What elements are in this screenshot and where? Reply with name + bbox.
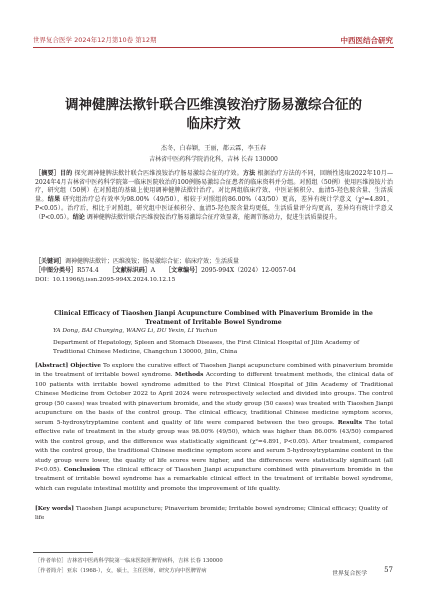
footnote-author-bio: ［作者简介］亚东（1968-），女，硕士，主任医师，研究方向中医脾胃病 [35,568,207,574]
doc-code-value: A [150,267,156,274]
title-en-line-1: Clinical Efficacy of Tiaoshen Jianpi Acupuncture Combined with Pinaverium Bromide in the [54,310,373,317]
footnote-divider [33,552,93,553]
abstract-en-methods: According to different treatment methods, the clinical data of 100 patients with irritable bowel syndrome admitted to the First Clinical Hospital of Jilin Academy of Traditional Chinese Medicine from October 2022 to April 2024 were retrospectively selected and divided into groups. The control group (50 cases) was treated with pinaverium bromide, and the study group (50 cases) was treated with Tiaoshen Jianpi acupuncture on the basis of the control group. The clinical efficacy, traditional Chinese medicine symptom scores, serum 5-hydroxytryptamine content and quality of life were compared between the two groups. [35,372,393,426]
clc-label: ［中图分类号］ [35,267,78,274]
abstract-en-label: [Abstract] Objective [35,363,101,369]
results-en-label: Results [337,419,363,426]
title-zh [20,96,407,133]
doi-label: DOI： [35,277,53,283]
header-journal-issue: 世界复合医学 2024年12月第10卷 第12期 [33,36,157,44]
title-zh-line-1: 调神健脾法揿针联合匹维溴铵治疗肠易激综合征的 [65,97,362,113]
abstract-en [35,362,393,494]
title-en-line-2: Treatment of Irritable Bowel Syndrome [145,319,282,326]
keywords-zh-label: ［关键词］ [35,258,66,265]
header-section: 中西医结合研究 [340,36,393,45]
conclusion-en-label: Conclusion [63,466,101,473]
classification-row [35,267,393,276]
affiliation-zh: 吉林省中医药科学院消化科，吉林 长春 130000 [149,156,278,163]
abstract-en-conclusion: The clinical efficacy of Tiaoshen Jianpi acupuncture combined with pinaverium bromide in the treatment of irritable bowel syndrome has a remarkable clinical effect in the treatment of irritable bowel syndrome, which can regulate intestinal motility and promote the improvement of life quality. [35,466,393,492]
abstract-zh [35,170,393,222]
affiliation-en: Department of Hepatology, Spleen and Stomach Diseases, the First Clinical Hospital of Jilin Academy of Traditional Chinese Medicine, Changchun 130000, Jilin, China [53,340,360,355]
clc-value: R574.4 [77,267,99,274]
abstract-zh-conclusion: 调神健脾法揿针联合匹维溴铵治疗肠易激综合征疗效显著，能调节肠动力，促进生活质量提升。 [84,213,341,221]
keywords-zh-value: 调神健脾法揿针；匹维溴铵；肠易激综合征；临床疗效；生活质量 [65,258,240,265]
authors-en: YA Dong, BAI Chunying, WANG Li, DU Yexin, LI Yuchun [53,328,218,334]
page-number: 57 [384,566,393,574]
methods-en-label: Methods [175,372,204,379]
abstract-zh-result: 研究组治疗总有效率为98.00%（49/50），相较于对照组的86.00%（43/50）更高，差异有统计学意义（χ²=4.891，P<0.05）。治疗后，相比于对照组，研究组中医证候积分、血清5-羟色胺含量均更低，生活质量评分均更高，差异均有统计学意义（P<0.05）。 [35,196,394,221]
doi [35,276,393,285]
keywords-en [35,505,393,524]
doc-code-label: ［文献标识码］ [108,267,151,274]
abstract-en-results: The total effective rate of treatment in the study group was 98.00% (49/50), which was higher than 86.00% (43/50) compared with the control group, and the difference was statistically significant (χ²=4.891, P<0.05). After treatment, compared with the control group, the traditional Chinese medicine symptom score and serum 5-hydroxytryptamine content in the study group were lower, the quality of life scores were higher, and the differences were statistically significant (all P<0.05). [35,419,394,473]
abstract-zh-label: ［摘要］目的 [35,170,73,177]
article-no-label: ［文章编号］ [165,267,202,274]
authors-zh: 杰冬，白春颖，王丽，都云霖，李玉春 [160,145,267,152]
article-no-value: 2095-994X（2024）12-0057-04 [201,267,296,274]
method-label: 方法 [242,170,256,177]
title-zh-line-2: 临床疗效 [186,115,241,132]
abstract-zh-objective: 探究调神健脾法揿针联合匹维溴铵治疗肠易激综合征的疗效。 [72,170,243,177]
abstract-zh-method: 根据治疗方法的不同，回顾性选取2022年10月—2024年4月吉林省中医药科学院第一临床医院收治的100例肠易激综合征患者的临床资料并分组。对照组（50例）使用匹维溴铵片治疗，研究组（50例）在对照组的基础上使用调神健脾法揿针治疗。对比两组临床疗效、中医证候积分、血清5-羟色胺含量、生活质量。 [35,170,394,204]
conclusion-label: 结论 [72,213,85,221]
title-en [30,309,397,327]
result-label: 结果 [47,196,61,204]
keywords-en-value: Tiaoshen Jianpi acupuncture; Pinaverium bromide; Irritable bowel syndrome; Clinical efficacy; Quality of life [35,506,388,522]
doi-link[interactable]: 10.11966/j.issn.2095-994X.2024.10.12.15 [52,277,176,283]
keywords-zh [35,258,393,267]
abstract-en-objective: To explore the curative effect of Tiaoshen Jianpi acupuncture combined with pinaverium bromide in the treatment of irritable bowel syndrome. [35,363,394,379]
footnote-affiliation: ［作者单位］吉林省中医药科学院第一临床医院肝脾胃病科，吉林 长春 130000 [35,558,223,564]
header-divider [33,47,394,48]
keywords-en-label: [Key words] [35,506,75,512]
footer-journal: 世界复合医学 [332,571,367,577]
